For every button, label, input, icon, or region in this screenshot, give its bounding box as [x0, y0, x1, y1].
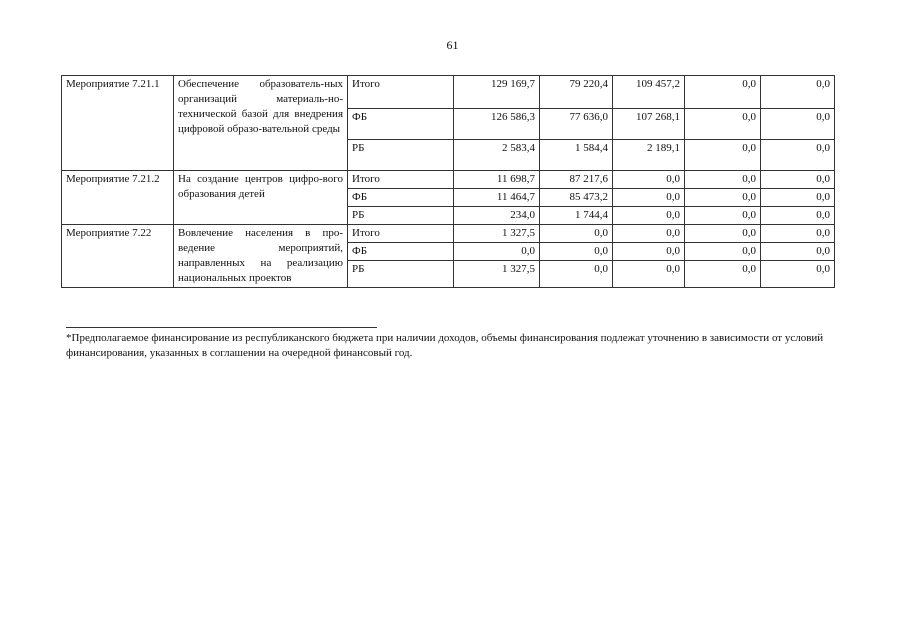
value-cell: 0,0	[613, 243, 685, 261]
value-cell: 11 464,7	[454, 189, 540, 207]
source-cell: РБ	[348, 207, 454, 225]
table-row	[62, 76, 835, 109]
value-cell: 0,0	[454, 243, 540, 261]
value-cell: 109 457,2	[613, 76, 685, 109]
value-cell: 0,0	[685, 171, 761, 189]
value-cell: 85 473,2	[540, 189, 613, 207]
value-cell: 0,0	[685, 243, 761, 261]
value-cell: 79 220,4	[540, 76, 613, 109]
page-number: 61	[446, 38, 459, 52]
description-cell: Обеспечение образователь-ных организаций материаль-но-технической базой для внедрения цифровой образо-вательной среды	[174, 76, 348, 171]
value-cell: 1 327,5	[454, 261, 540, 288]
value-cell: 87 217,6	[540, 171, 613, 189]
value-cell: 1 584,4	[540, 140, 613, 171]
value-cell: 2 189,1	[613, 140, 685, 171]
value-cell: 0,0	[685, 207, 761, 225]
value-cell: 0,0	[761, 225, 835, 243]
event-cell: Мероприятие 7.22	[62, 225, 174, 288]
value-cell: 0,0	[761, 261, 835, 288]
value-cell: 0,0	[540, 225, 613, 243]
source-cell: РБ	[348, 261, 454, 288]
source-cell: ФБ	[348, 109, 454, 140]
description-cell: На создание центров цифро-вого образования детей	[174, 171, 348, 225]
value-cell: 0,0	[685, 140, 761, 171]
value-cell: 126 586,3	[454, 109, 540, 140]
value-cell: 0,0	[761, 109, 835, 140]
value-cell: 0,0	[761, 171, 835, 189]
source-cell: Итого	[348, 225, 454, 243]
value-cell: 1 744,4	[540, 207, 613, 225]
value-cell: 2 583,4	[454, 140, 540, 171]
value-cell: 234,0	[454, 207, 540, 225]
funding-table	[61, 75, 835, 288]
event-cell: Мероприятие 7.21.2	[62, 171, 174, 225]
event-cell: Мероприятие 7.21.1	[62, 76, 174, 171]
source-cell: РБ	[348, 140, 454, 171]
value-cell: 107 268,1	[613, 109, 685, 140]
footnote-divider	[66, 327, 377, 328]
value-cell: 0,0	[761, 189, 835, 207]
value-cell: 129 169,7	[454, 76, 540, 109]
table-row	[62, 225, 835, 243]
value-cell: 0,0	[685, 261, 761, 288]
source-cell: Итого	[348, 171, 454, 189]
table-row	[62, 171, 835, 189]
value-cell: 0,0	[613, 207, 685, 225]
value-cell: 0,0	[761, 140, 835, 171]
value-cell: 0,0	[685, 225, 761, 243]
footnote: *Предполагаемое финансирование из республиканского бюджета при наличии доходов, объемы финансирования подлежат уточнению в зависимости от условий финансирования, указанных в соглашении на очередной финансовый год.	[66, 332, 824, 359]
value-cell: 0,0	[613, 225, 685, 243]
value-cell: 0,0	[761, 76, 835, 109]
value-cell: 0,0	[685, 76, 761, 109]
value-cell: 0,0	[613, 261, 685, 288]
value-cell: 0,0	[613, 189, 685, 207]
value-cell: 0,0	[540, 261, 613, 288]
value-cell: 0,0	[761, 207, 835, 225]
value-cell: 0,0	[685, 189, 761, 207]
value-cell: 1 327,5	[454, 225, 540, 243]
description-cell: Вовлечение населения в про-ведение мероприятий, направленных на реализацию национальных проектов	[174, 225, 348, 288]
value-cell: 0,0	[540, 243, 613, 261]
value-cell: 0,0	[613, 171, 685, 189]
source-cell: Итого	[348, 76, 454, 109]
value-cell: 0,0	[685, 109, 761, 140]
value-cell: 77 636,0	[540, 109, 613, 140]
value-cell: 0,0	[761, 243, 835, 261]
source-cell: ФБ	[348, 189, 454, 207]
value-cell: 11 698,7	[454, 171, 540, 189]
source-cell: ФБ	[348, 243, 454, 261]
